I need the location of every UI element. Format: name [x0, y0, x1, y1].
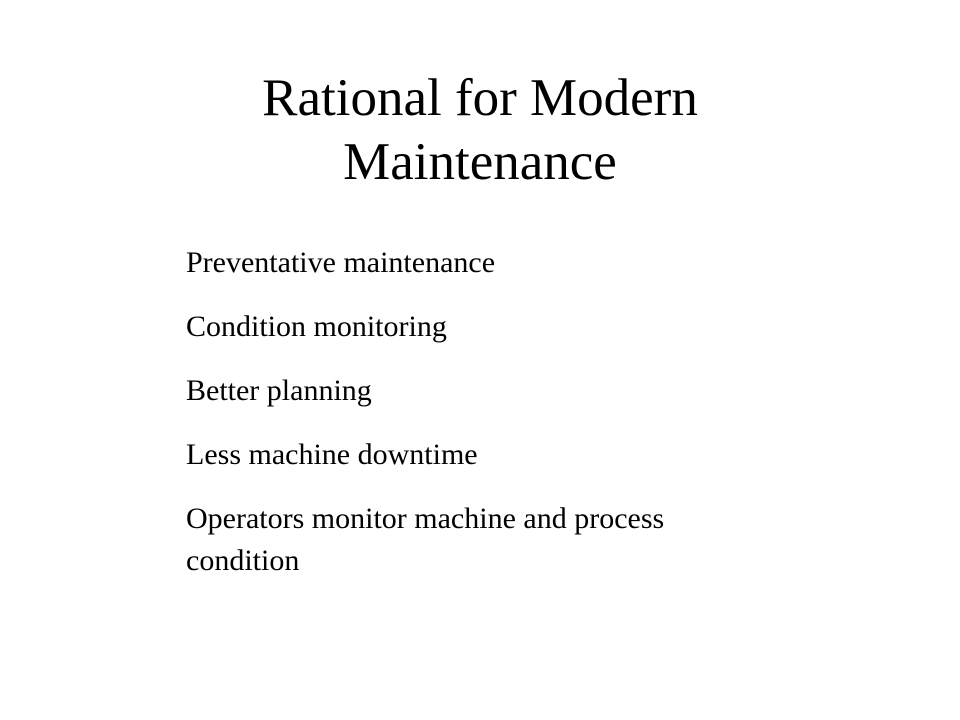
slide-title-line-2: Maintenance: [343, 133, 617, 191]
bullet-list: [186, 242, 746, 604]
bullet-item: Condition monitoring: [186, 310, 447, 343]
bullet-item: Preventative maintenance: [186, 246, 496, 279]
bullet-item: Operators monitor machine and process condition: [186, 502, 665, 577]
slide-title: [0, 66, 960, 194]
bullet-item: Better planning: [186, 374, 372, 407]
bullet-item: Less machine downtime: [186, 438, 478, 471]
slide-title-line-1: Rational for Modern: [262, 69, 698, 127]
